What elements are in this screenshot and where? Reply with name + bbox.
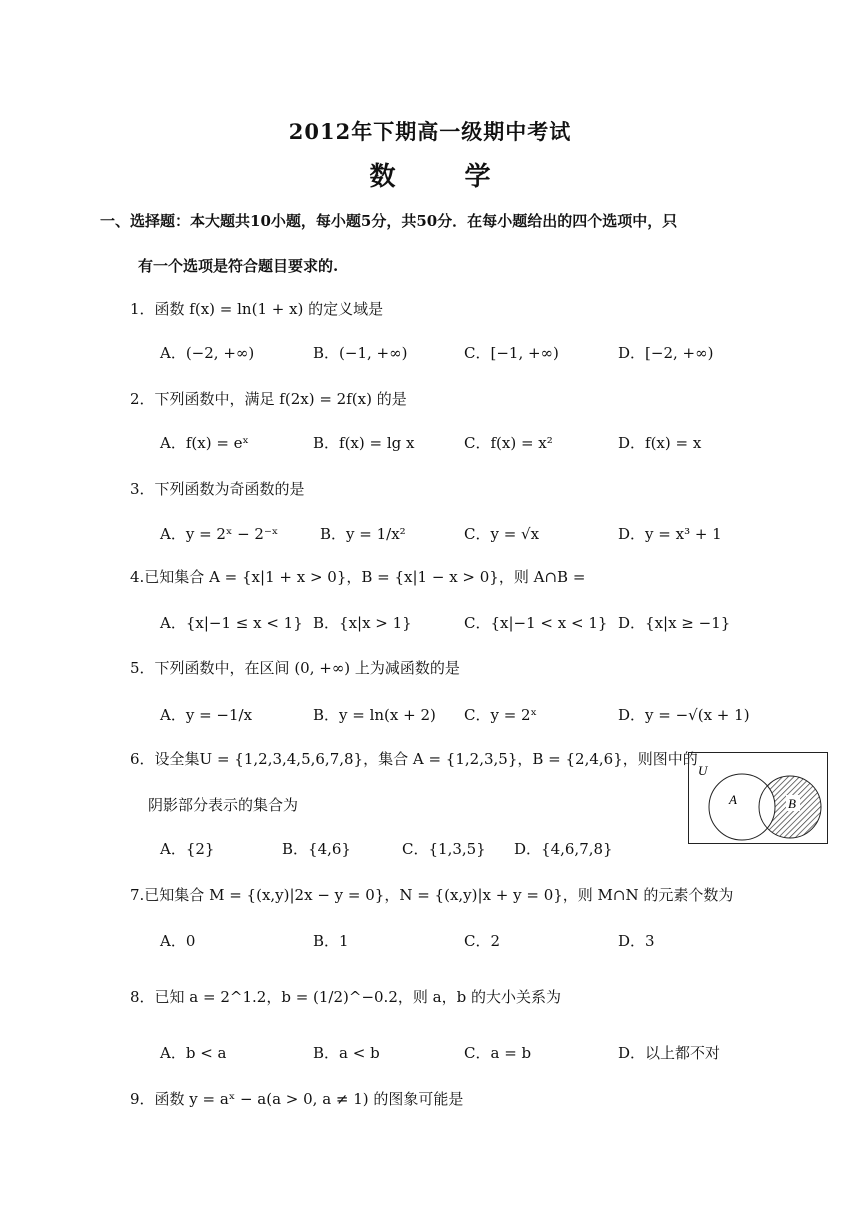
section-instructions-line1: 一、选择题：本大题共10小题，每小题5分，共50分．在每小题给出的四个选项中，只: [100, 212, 678, 230]
venn-diagram: [688, 752, 828, 844]
question-1-option-c: C．[−1, +∞): [464, 344, 559, 362]
question-9-stem: 9．函数 y = aˣ − a(a > 0, a ≠ 1) 的图象可能是: [130, 1090, 464, 1108]
question-5-stem: 5．下列函数中，在区间 (0, +∞) 上为减函数的是: [130, 659, 460, 677]
question-1-option-b: B．(−1, +∞): [313, 344, 408, 362]
question-5-option-a: A．y = −1/x: [160, 706, 253, 724]
question-4-option-b: B．{x|x > 1}: [313, 614, 412, 632]
venn-label-b: B: [788, 796, 796, 811]
question-7-option-c: C．2: [464, 932, 501, 950]
question-8-option-b: B．a < b: [313, 1044, 380, 1062]
question-6-stem-continued: 阴影部分表示的集合为: [148, 796, 299, 814]
question-7-stem: 7.已知集合 M = {(x,y)|2x − y = 0}，N = {(x,y)|x + y = 0}，则 M∩N 的元素个数为: [130, 886, 734, 904]
question-4-option-c: C．{x|−1 < x < 1}: [464, 614, 608, 632]
question-7-option-b: B．1: [313, 932, 349, 950]
question-5-option-b: B．y = ln(x + 2): [313, 706, 436, 724]
question-6-option-a: A．{2}: [160, 840, 215, 858]
question-2-stem: 2．下列函数中，满足 f(2x) = 2f(x) 的是: [130, 390, 407, 408]
question-7-option-d: D．3: [618, 932, 655, 950]
question-5-option-d: D．y = −√(x + 1): [618, 706, 750, 724]
question-3-stem: 3．下列函数为奇函数的是: [130, 480, 305, 498]
question-8-option-a: A．b < a: [160, 1044, 227, 1062]
question-4-option-a: A．{x|−1 ≤ x < 1}: [160, 614, 303, 632]
question-3-option-b: B．y = 1/x²: [320, 525, 406, 543]
question-8-stem: 8．已知 a = 2^1.2，b = (1/2)^−0.2，则 a，b 的大小关系为: [130, 988, 561, 1006]
section-instructions-line2: 有一个选项是符合题目要求的.: [138, 257, 339, 275]
question-2-option-a: A．f(x) = eˣ: [160, 434, 249, 452]
venn-label-a: A: [729, 792, 737, 807]
venn-label-u: U: [698, 763, 708, 778]
question-1-option-a: A．(−2, +∞): [160, 344, 255, 362]
question-6-stem: 6．设全集U = {1,2,3,4,5,6,7,8}，集合 A = {1,2,3,5}，B = {2,4,6}，则图中的: [130, 750, 698, 768]
question-2-option-c: C．f(x) = x²: [464, 434, 553, 452]
question-2-option-d: D．f(x) = x: [618, 434, 702, 452]
exam-title: 2012年下期高一级期中考试: [288, 119, 572, 144]
exam-subject: 数 学: [369, 162, 521, 192]
question-2-option-b: B．f(x) = lg x: [313, 434, 415, 452]
question-5-option-c: C．y = 2ˣ: [464, 706, 537, 724]
question-4-option-d: D．{x|x ≥ −1}: [618, 614, 731, 632]
question-8-option-c: C．a = b: [464, 1044, 532, 1062]
question-7-option-a: A．0: [160, 932, 196, 950]
question-4-stem: 4.已知集合 A = {x|1 + x > 0}，B = {x|1 − x > 0}，则 A∩B =: [130, 568, 586, 586]
question-8-option-d: D．以上都不对: [618, 1044, 721, 1062]
question-6-option-c: C．{1,3,5}: [402, 840, 486, 858]
question-3-option-a: A．y = 2ˣ − 2⁻ˣ: [160, 525, 279, 543]
question-1-stem: 1．函数 f(x) = ln(1 + x) 的定义域是: [130, 300, 384, 318]
question-6-option-b: B．{4,6}: [282, 840, 351, 858]
question-3-option-c: C．y = √x: [464, 525, 540, 543]
shaded-region: [709, 772, 828, 842]
question-6-option-d: D．{4,6,7,8}: [514, 840, 613, 858]
question-3-option-d: D．y = x³ + 1: [618, 525, 722, 543]
question-1-option-d: D．[−2, +∞): [618, 344, 714, 362]
